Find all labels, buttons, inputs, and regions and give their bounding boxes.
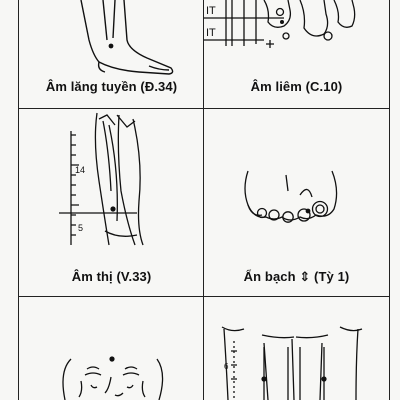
figure-legs-ruler bbox=[204, 299, 389, 400]
ruler-tick-14: 14 bbox=[75, 165, 86, 175]
caption-am-liem: Âm liêm (C.10) bbox=[250, 79, 343, 94]
row-divider-1 bbox=[18, 108, 390, 109]
caption-an-bach: Ẩn bạch ⇕ (Tỳ 1) bbox=[243, 269, 350, 284]
toes-front-illustration bbox=[204, 111, 389, 241]
caption-am-thi: Âm thị (V.33) bbox=[71, 269, 152, 284]
face-illustration bbox=[19, 299, 203, 400]
leg-foot-illustration bbox=[19, 0, 203, 78]
ruler-tick-5: 5 bbox=[78, 223, 84, 233]
figure-am-liem bbox=[204, 0, 389, 60]
figure-am-lang-tuyen bbox=[19, 0, 203, 78]
grid-right-border bbox=[389, 0, 390, 400]
figure-face bbox=[19, 299, 203, 400]
label-it-top: IT bbox=[206, 5, 216, 17]
caption-am-lang-tuyen: Âm lăng tuyền (Đ.34) bbox=[45, 79, 178, 94]
row-divider-2 bbox=[18, 296, 390, 297]
legs-ruler-illustration bbox=[204, 299, 389, 400]
toes-ruler-illustration bbox=[204, 0, 389, 60]
figure-am-thi bbox=[19, 111, 203, 261]
figure-an-bach bbox=[204, 111, 389, 241]
thigh-ruler-illustration bbox=[19, 111, 203, 261]
ruler-tick-6: 6 bbox=[224, 362, 229, 371]
label-it-bottom: IT bbox=[206, 27, 216, 39]
